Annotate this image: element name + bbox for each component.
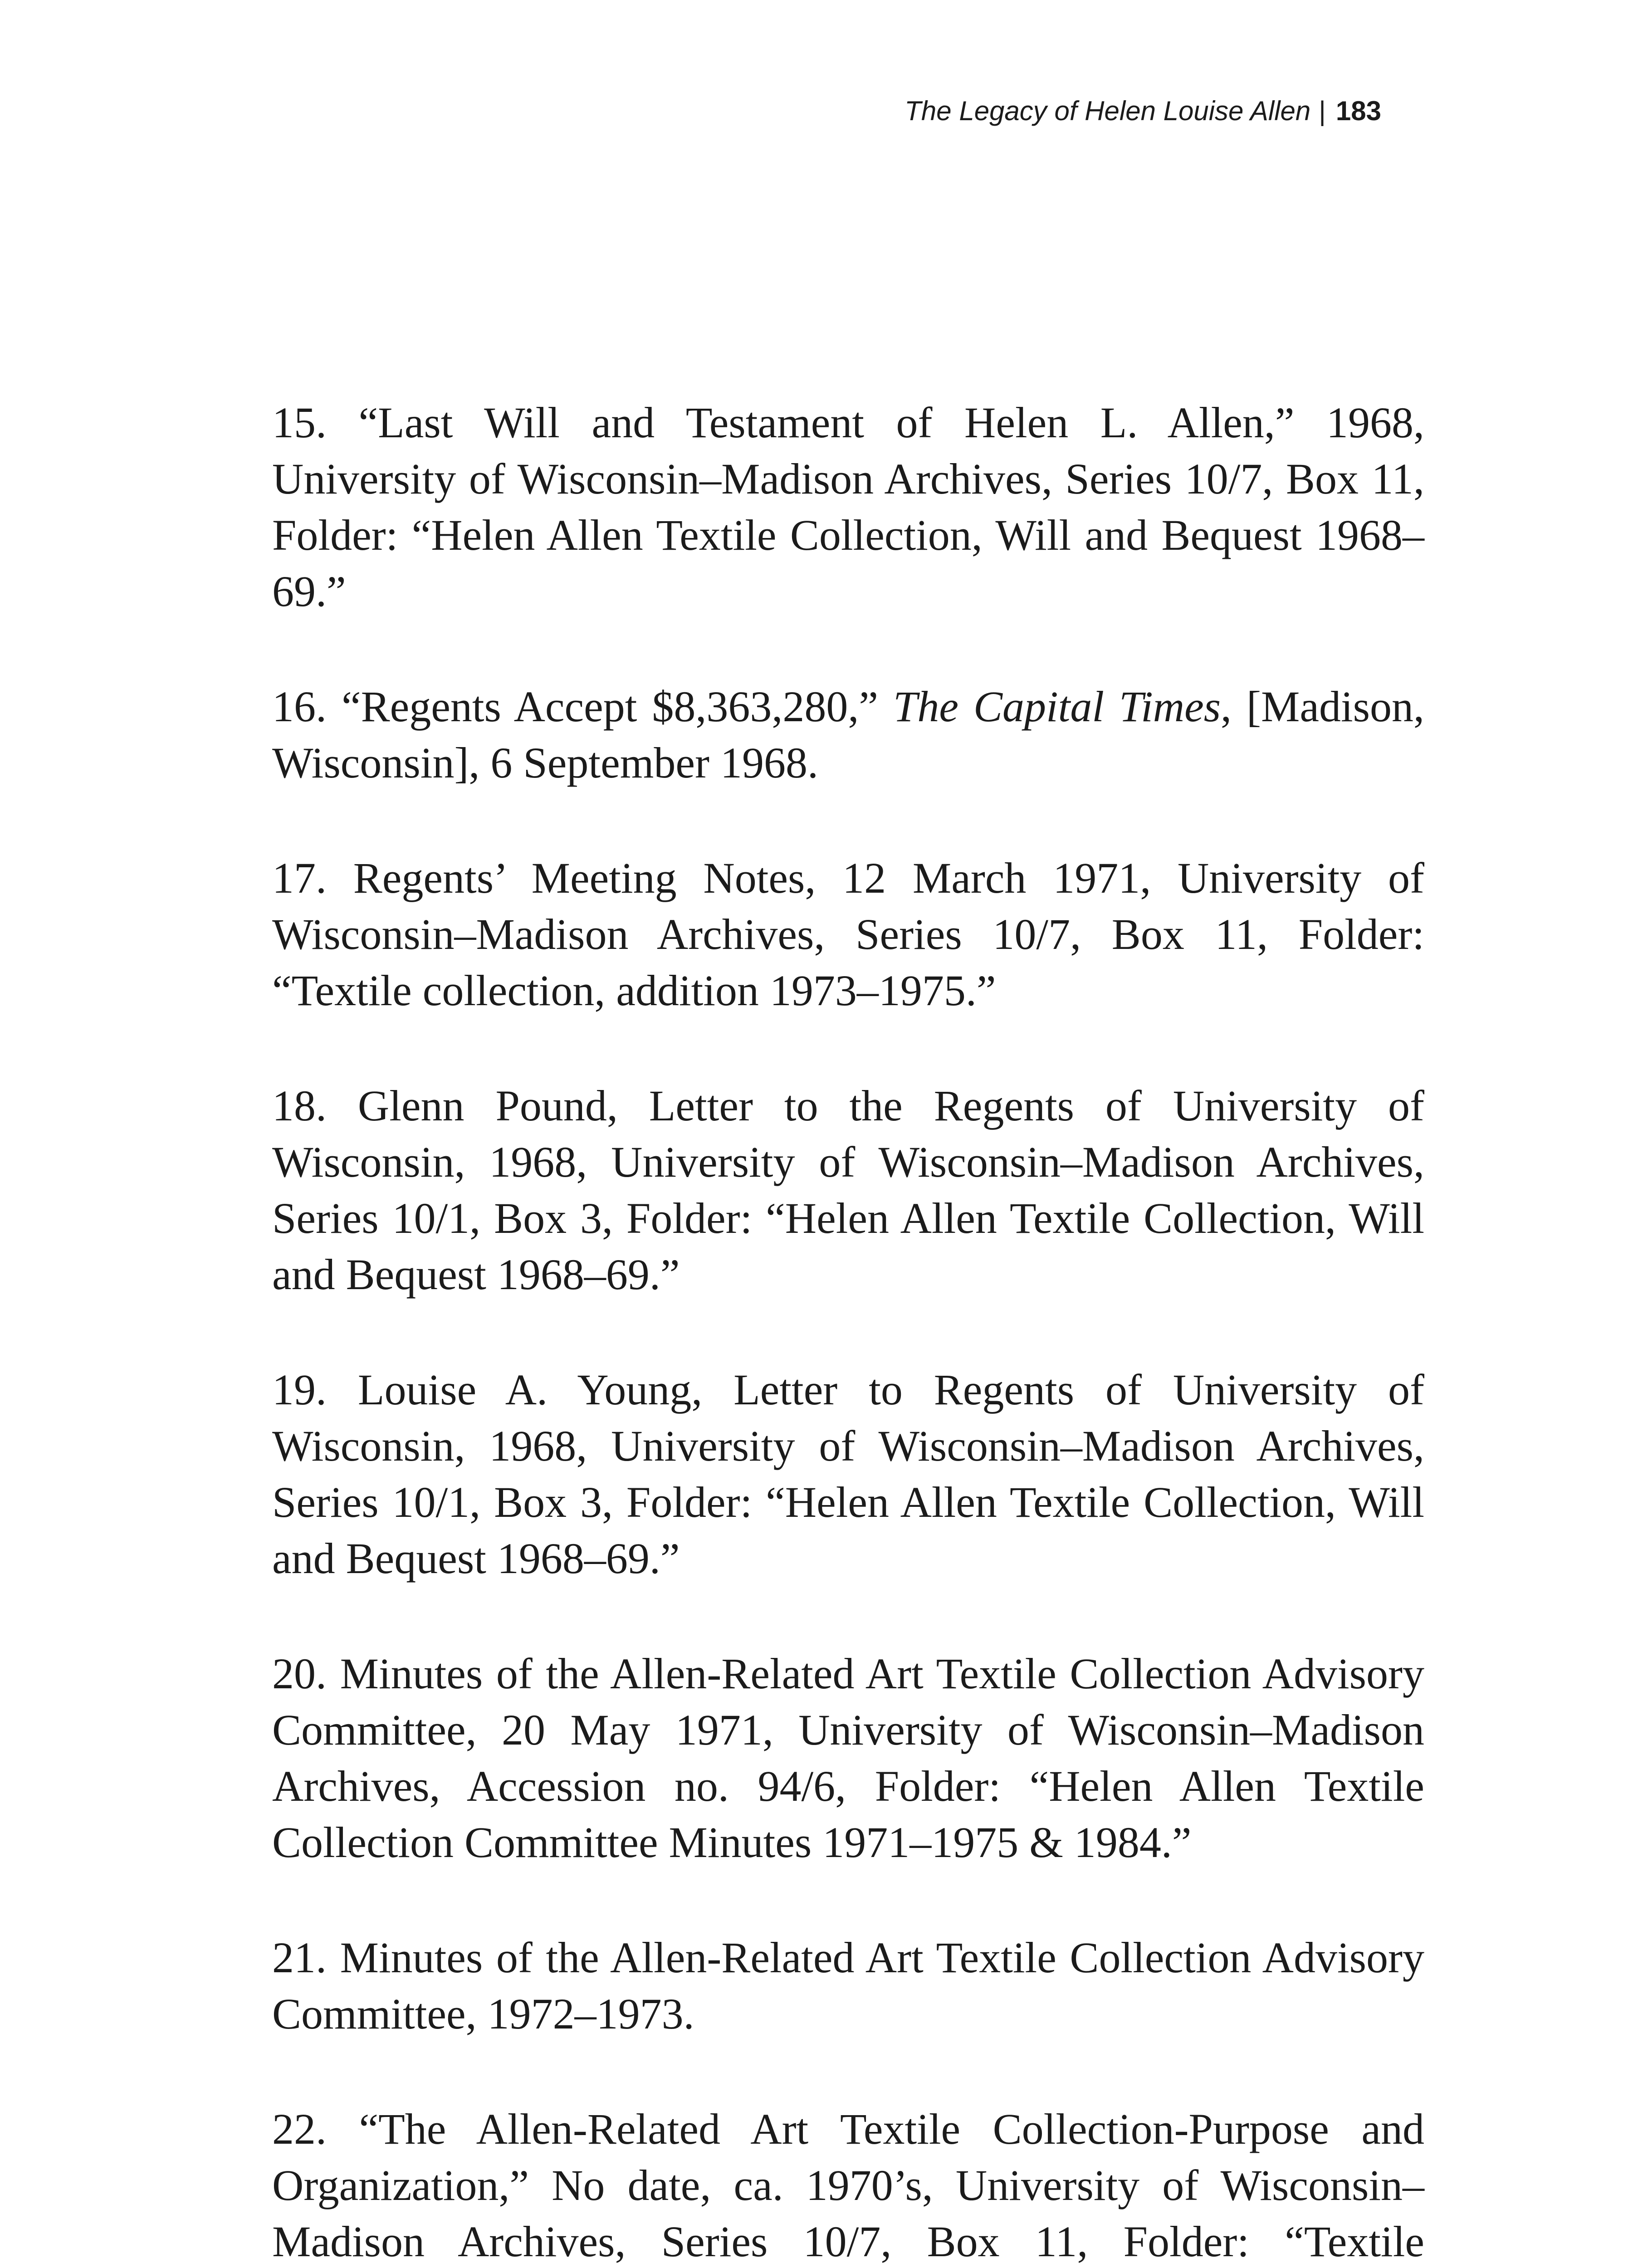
endnote-15 <box>272 395 1424 620</box>
endnote-text-tail: , [Madison, Wisconsin], 6 September 1968. <box>272 682 1424 787</box>
endnote-20 <box>272 1646 1424 1871</box>
endnote-text: 19. Louise A. Young, Letter to Regents of University of Wisconsin, 1968, University of Wisconsin–Madison Archives, Series 10/1, Box 3, Folder: “Helen Allen Textile Collection, Will and Bequest 1968–69.” <box>272 1365 1424 1583</box>
endnote-text: 22. “The Allen-Related Art Textile Collection-Purpose and Organization,” No date, ca. 1970’s, University of Wisconsin–Madison Archives, Series 10/7, Box 11, Folder: “Textile <box>272 2105 1424 2266</box>
header-separator: | <box>1319 96 1326 126</box>
endnote-16 <box>272 679 1424 791</box>
endnote-text: 15. “Last Will and Testament of Helen L. Allen,” 1968, University of Wisconsin–Madison Archives, Series 10/7, Box 11, Folder: “Helen Allen Textile Collection, Will and Bequest 1968–69.” <box>272 398 1424 616</box>
publication-title: The Capital Times <box>893 682 1221 731</box>
endnotes-list <box>272 395 1424 2268</box>
endnote-text: 20. Minutes of the Allen-Related Art Textile Collection Advisory Committee, 20 May 1971, University of Wisconsin–Madison Archives, Accession no. 94/6, Folder: “Helen Allen Textile Collection Committee Minutes 1971–1975 & 1984.” <box>272 1649 1424 1867</box>
running-title: The Legacy of Helen Louise Allen <box>905 96 1311 126</box>
endnote-text: 21. Minutes of the Allen-Related Art Textile Collection Advisory Committee, 1972–1973. <box>272 1933 1424 2038</box>
running-header <box>905 93 1381 129</box>
page-number: 183 <box>1335 96 1381 126</box>
endnote-19 <box>272 1362 1424 1587</box>
endnote-text: 16. “Regents Accept $8,363,280,” <box>272 682 893 731</box>
endnote-text: 17. Regents’ Meeting Notes, 12 March 1971, University of Wisconsin–Madison Archives, Series 10/7, Box 11, Folder: “Textile collection, addition 1973–1975.” <box>272 854 1424 1015</box>
endnote-text: 18. Glenn Pound, Letter to the Regents of University of Wisconsin, 1968, University of Wisconsin–Madison Archives, Series 10/1, Box 3, Folder: “Helen Allen Textile Collection, Will and Bequest 1968–69.” <box>272 1081 1424 1299</box>
endnote-17 <box>272 850 1424 1019</box>
endnote-18 <box>272 1078 1424 1303</box>
endnote-21 <box>272 1930 1424 2042</box>
endnote-22 <box>272 2101 1424 2268</box>
